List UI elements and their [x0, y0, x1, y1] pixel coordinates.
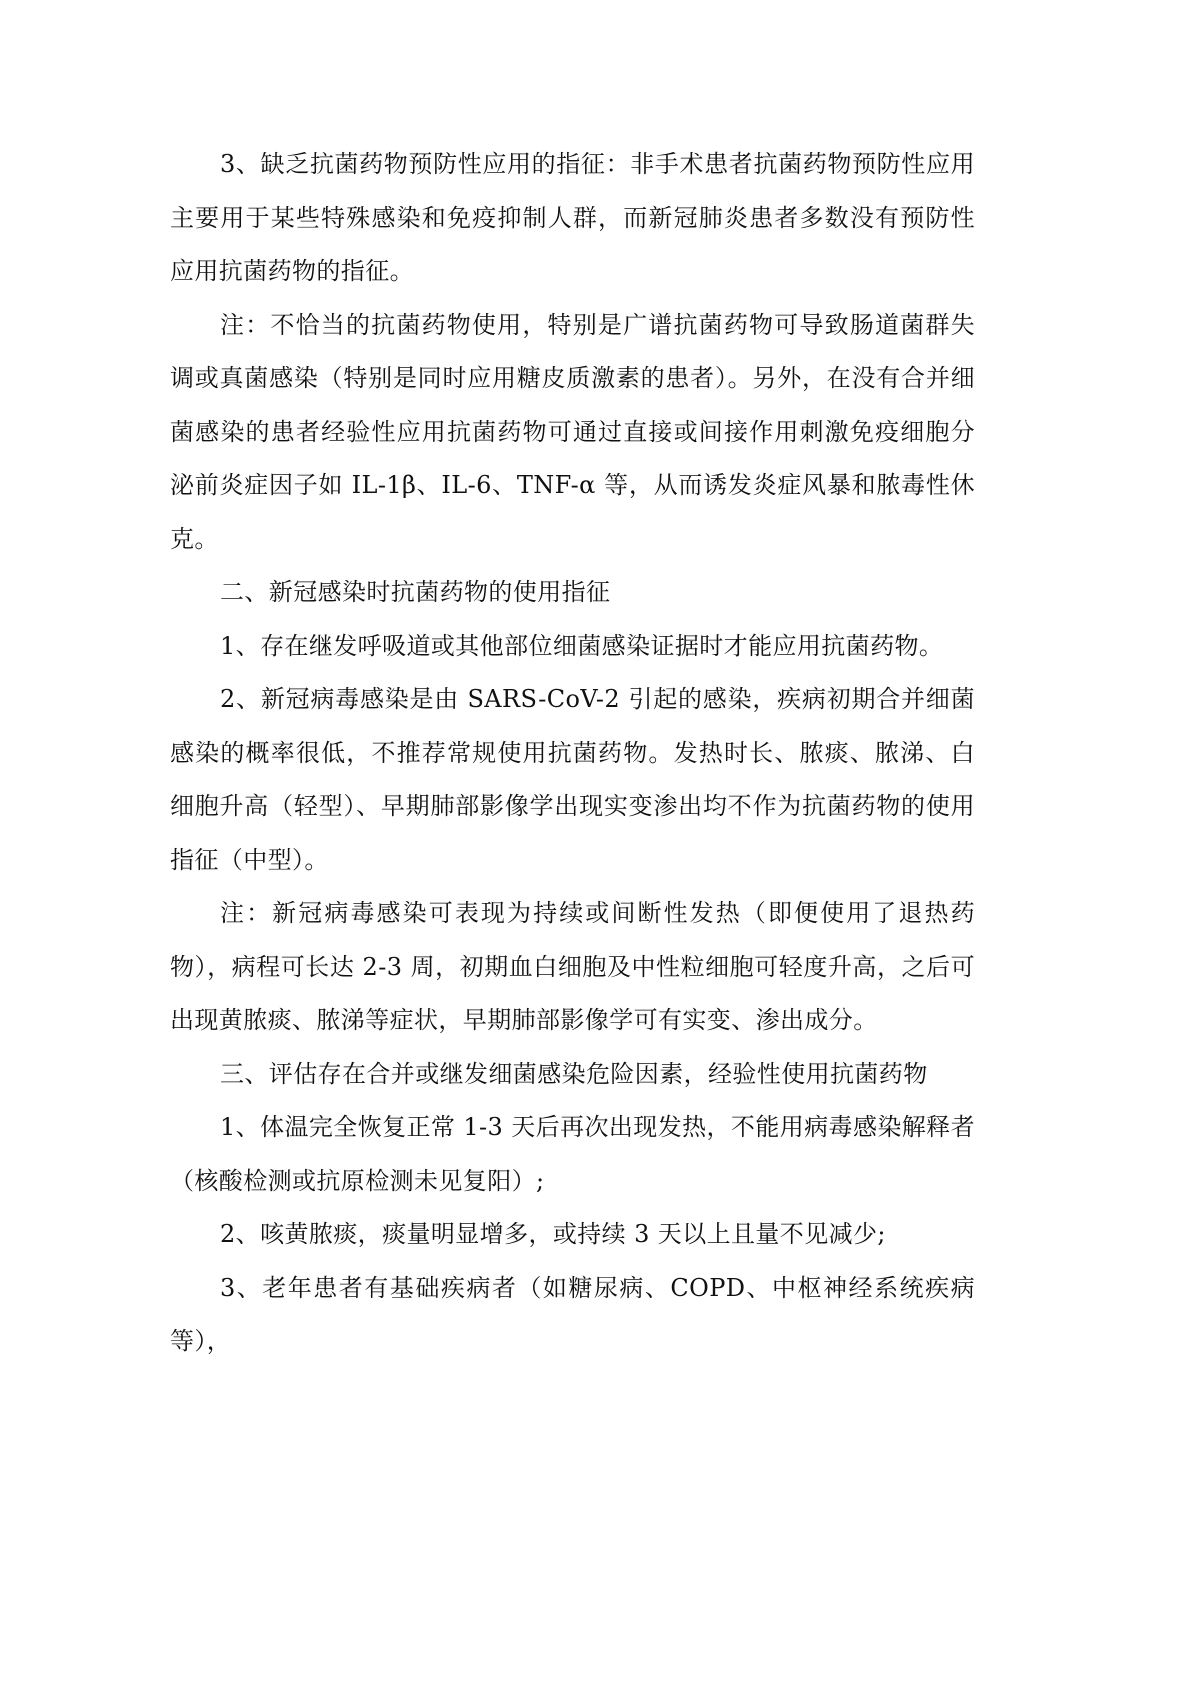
list-item-recurrent-fever: 1、体温完全恢复正常 1-3 天后再次出现发热，不能用病毒感染解释者（核酸检测或抗原检测未见复阳）;: [170, 1113, 975, 1195]
paragraph-not-recommended-routine: 2、新冠病毒感染是由 SARS-CoV-2 引起的感染，疾病初期合并细菌感染的概率很低，不推荐常规使用抗菌药物。发热时长、脓痰、脓涕、白细胞升高（轻型）、早期肺部影像学出现实变渗出均不作为抗菌药物的使用指征（中型）。: [170, 685, 975, 874]
paragraph-note-fever-course: 注：新冠病毒感染可表现为持续或间断性发热（即便使用了退热药物），病程可长达 2-3 周，初期血白细胞及中性粒细胞可轻度升高，之后可出现黄脓痰、脓涕等症状，早期肺部影像学可有实变、渗出成分。: [170, 899, 975, 1034]
paragraph-evidence-required: 1、存在继发呼吸道或其他部位细菌感染证据时才能应用抗菌药物。: [220, 631, 944, 660]
list-item-elderly-comorbidities: 3、老年患者有基础疾病者（如糖尿病、COPD、中枢神经系统疾病等），: [170, 1273, 975, 1355]
list-item-purulent-sputum: 2、咳黄脓痰，痰量明显增多，或持续 3 天以上且量不见减少;: [220, 1220, 886, 1248]
section-heading-usage-indications: 二、新冠感染时抗菌药物的使用指征: [220, 578, 611, 606]
document-body: [170, 138, 975, 1369]
section-heading-risk-factors: 三、评估存在合并或继发细菌感染危险因素，经验性使用抗菌药物: [220, 1059, 928, 1088]
paragraph-note-inappropriate-use: 注：不恰当的抗菌药物使用，特别是广谱抗菌药物可导致肠道菌群失调或真菌感染（特别是同时应用糖皮质激素的患者）。另外，在没有合并细菌感染的患者经验性应用抗菌药物可通过直接或间接作用刺激免疫细胞分泌前炎症因子如 IL-1β、IL-6、TNF-α 等，从而诱发炎症风暴和脓毒性休克。: [170, 310, 975, 553]
paragraph-prophylaxis-indication: 3、缺乏抗菌药物预防性应用的指征：非手术患者抗菌药物预防性应用主要用于某些特殊感染和免疫抑制人群，而新冠肺炎患者多数没有预防性应用抗菌药物的指征。: [170, 150, 975, 285]
